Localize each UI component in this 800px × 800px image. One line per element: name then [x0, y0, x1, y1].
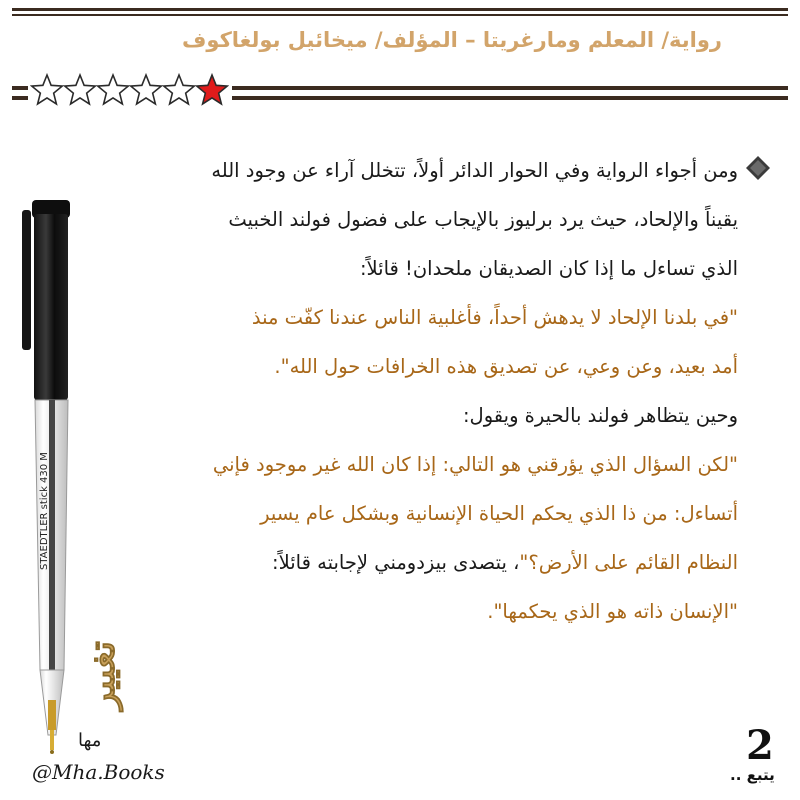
text-fragment: ، يتصدى بيزدومني لإجابته قائلاً: — [272, 551, 520, 574]
rating-rule-right — [232, 86, 788, 90]
star-empty-icon — [129, 72, 163, 110]
quote-fragment: النظام القائم على الأرض؟" — [519, 551, 738, 574]
review-text — [70, 146, 738, 636]
rating-rule-left — [12, 86, 28, 90]
star-rating — [30, 72, 232, 112]
star-empty-icon — [30, 72, 64, 110]
continued-label: يتبع .. — [730, 766, 775, 784]
text-line: ومن أجواء الرواية وفي الحوار الدائر أولاً، تتخلل آراء عن وجود الله — [211, 159, 738, 182]
text-line: وحين يتظاهر فولند بالحيرة ويقول: — [462, 404, 738, 427]
quote-line: "الإنسان ذاته هو الذي يحكمها". — [487, 600, 738, 623]
signature: مها — [78, 730, 102, 751]
star-empty-icon — [63, 72, 97, 110]
text-line: يقيناً والإلحاد، حيث يرد برليوز بالإيجاب على فضول فولند الخبيث — [228, 208, 738, 231]
star-empty-icon — [96, 72, 130, 110]
text-line: الذي تساءل ما إذا كان الصديقان ملحدان! قائلاً: — [359, 257, 738, 280]
diamond-bullet-icon — [745, 155, 771, 181]
star-empty-icon — [162, 72, 196, 110]
header-title: رواية/ المعلم ومارغريتا – المؤلف/ ميخائيل بولغاكوف — [182, 28, 722, 52]
page-number: 2 — [746, 722, 774, 769]
quote-line: أتساءل: من ذا الذي يحكم الحياة الإنسانية وبشكل عام يسير — [260, 502, 738, 525]
quote-line: "في بلدنا الإلحاد لا يدهش أحداً، فأغلبية الناس عندنا كفّت منذ — [251, 306, 738, 329]
pen-brand-text: STAEDTLER stick 430 M — [39, 452, 50, 570]
top-rule-thin — [12, 14, 788, 16]
social-handle: @Mha.Books — [32, 760, 165, 784]
quote-line: "لكن السؤال الذي يؤرقني هو التالي: إذا كان الله غير موجود فإني — [212, 453, 738, 476]
star-filled-icon — [195, 72, 229, 110]
quote-line: أمد بعيد، وعن وعي، عن تصديق هذه الخرافات حول الله". — [274, 355, 738, 378]
rating-rule-right-lower — [232, 96, 788, 100]
top-rule — [12, 8, 788, 11]
rating-rule-left-lower — [12, 96, 28, 100]
logo-text: تغيير — [81, 641, 123, 710]
mixed-line — [70, 538, 738, 587]
decorative-logo — [62, 570, 146, 720]
